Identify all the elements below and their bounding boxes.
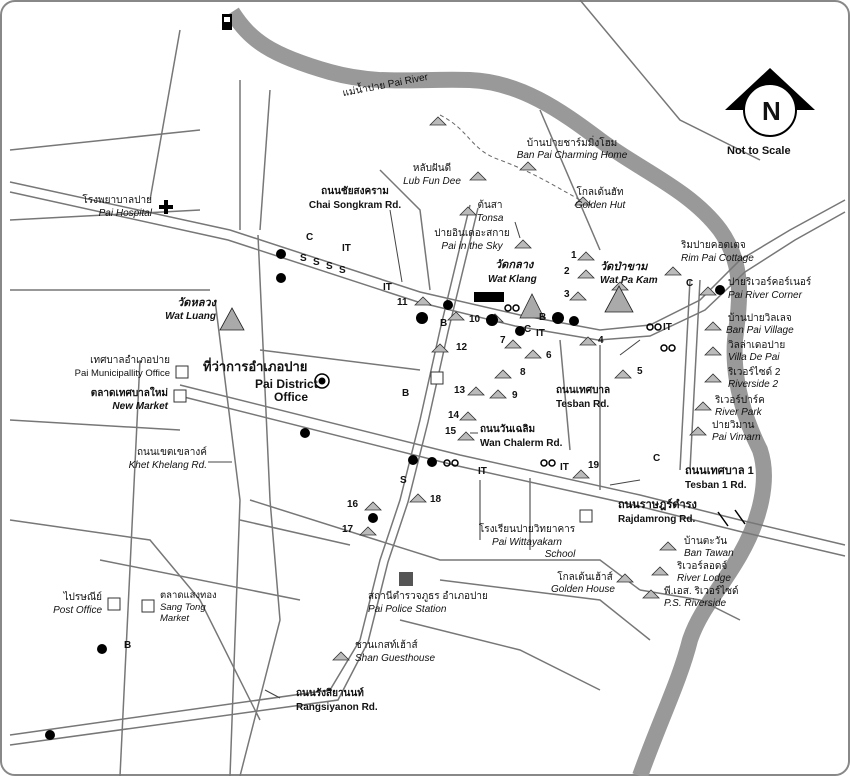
golden-house-en: Golden House	[551, 584, 615, 595]
rim-pai-th: ริมปายคอตเตจ	[681, 240, 746, 251]
place-number: 17	[342, 524, 354, 535]
police-th: สถานีตำรวจภูธร อำเภอปาย	[368, 591, 488, 602]
new-market-th: ตลาดเทศบาลใหม่	[90, 388, 168, 399]
ban-pai-th: บ้านปายวิลเลจ	[728, 313, 792, 324]
ps-riverside-th: พี.เอส. ริเวอร์ไซด์	[664, 586, 739, 597]
marker-b: B	[124, 640, 132, 651]
tonsa-en: Tonsa	[476, 213, 504, 224]
wat-luang-th: วัดหลวง	[177, 297, 216, 309]
river-lodge-en: River Lodge	[677, 573, 731, 584]
district-office-en1: Pai District	[255, 377, 318, 391]
marker-it: IT	[536, 328, 545, 339]
tesban-en: Tesban Rd.	[556, 399, 610, 410]
place-number: 6	[546, 350, 552, 361]
shan-en: Shan Guesthouse	[355, 653, 436, 664]
ban-pai-en: Ban Pai Village	[726, 325, 794, 336]
place-number: 11	[397, 297, 408, 308]
marker-it: IT	[560, 462, 569, 473]
north-letter: N	[762, 96, 781, 126]
marker-it: IT	[478, 466, 487, 477]
rangsiyanon-th: ถนนรังสิยานนท์	[296, 688, 364, 699]
place-number: 8	[520, 367, 526, 378]
school-en1: Pai Wittayakarn	[492, 537, 562, 548]
lubfun-en: Lub Fun Dee	[403, 176, 461, 187]
place-number: 3	[564, 289, 570, 300]
marker-b: B	[440, 318, 448, 329]
hospital-th: โรงพยาบาลปาย	[82, 195, 152, 206]
marker-s: S	[400, 475, 407, 486]
scale-note: Not to Scale	[727, 145, 791, 157]
marker-s: S	[339, 265, 346, 276]
place-number: 4	[598, 335, 604, 346]
bus-icon	[474, 292, 504, 302]
place-number: 16	[347, 499, 359, 510]
school-en2: School	[544, 549, 576, 560]
place-number: 2	[564, 266, 570, 277]
place-number: 14	[448, 410, 460, 421]
marker-c: C	[524, 324, 532, 335]
marker-s: S	[326, 261, 333, 272]
place-number: 1	[571, 250, 577, 261]
sang-tong-th: ตลาดแสงทอง	[160, 590, 217, 601]
rangsiyanon-en: Rangsiyanon Rd.	[296, 702, 378, 713]
rim-pai-en: Rim Pai Cottage	[681, 253, 754, 264]
marker-it: IT	[663, 322, 672, 333]
golden-hut-th: โกลเด้นฮัท	[576, 187, 624, 198]
wat-luang-en: Wat Luang	[165, 311, 216, 322]
chai-songkram-en: Chai Songkram Rd.	[308, 200, 402, 211]
place-number: 18	[430, 494, 442, 505]
golden-house-th: โกลเด้นเฮ้าส์	[557, 572, 613, 583]
school-th: โรงเรียนปายวิทยาคาร	[478, 524, 576, 535]
marker-b: B	[402, 388, 410, 399]
hospital-en: Pai Hospital	[98, 208, 152, 219]
place-number: 13	[454, 385, 466, 396]
ps-riverside-en: P.S. Riverside	[664, 598, 727, 609]
place-number: 7	[500, 335, 506, 346]
ban-tawan-en: Ban Tawan	[684, 548, 734, 559]
river-park-th: ริเวอร์ปาร์ค	[715, 395, 765, 406]
charming-en: Ban Pai Charming Home	[516, 150, 628, 161]
sang-tong-en2: Market	[160, 613, 190, 624]
river-lodge-th: ริเวอร์ลอดจ์	[677, 561, 728, 572]
vimarn-th: ปายวิมาน	[712, 420, 755, 431]
vimarn-en: Pai Vimarn	[712, 432, 761, 443]
district-office-th: ที่ว่าการอำเภอปาย	[203, 359, 308, 374]
khet-khelang-th: ถนนเขตเขลางค์	[136, 447, 207, 458]
marker-c: C	[306, 232, 314, 243]
rajdamrong-th: ถนนราษฎร์ดำรง	[618, 499, 697, 511]
charming-th: บ้านปายชาร์มมิ่งโฮม	[526, 138, 618, 149]
marker-b: B	[539, 312, 547, 323]
wat-pakam-th: วัดป่าขาม	[600, 261, 648, 273]
sky-en: Pai in the Sky	[441, 241, 503, 252]
marker-it: IT	[342, 243, 351, 254]
police-icon	[399, 572, 413, 586]
marker-s: S	[300, 253, 307, 264]
tonsa-th: ต้นสา	[477, 200, 503, 211]
gas-station-icon	[222, 14, 232, 30]
marker-it: IT	[383, 282, 392, 293]
shan-th: ชานเกสท์เฮ้าส์	[355, 640, 418, 651]
place-number: 15	[445, 426, 457, 437]
sang-tong-en1: Sang Tong	[160, 602, 206, 613]
place-number: 12	[456, 342, 468, 353]
wan-chalerm-th: ถนนวันเฉลิม	[480, 424, 536, 435]
place-number: 10	[469, 314, 481, 325]
marker-s: S	[313, 257, 320, 268]
place-number: 19	[588, 460, 600, 471]
wat-klang-th: วัดกลาง	[495, 259, 534, 271]
river-corner-en: Pai River Corner	[728, 290, 802, 301]
marker-c: C	[653, 453, 661, 464]
wat-klang-en: Wat Klang	[488, 274, 537, 285]
rajdamrong-en: Rajdamrong Rd.	[618, 514, 696, 525]
municipality-th: เทศบาลอำเภอปาย	[90, 355, 170, 366]
khet-khelang-en: Khet Khelang Rd.	[128, 460, 207, 471]
wat-pakam-en: Wat Pa Kam	[600, 275, 658, 286]
chai-songkram-th: ถนนชัยสงคราม	[321, 186, 389, 197]
post-office-th: ไปรษณีย์	[63, 592, 102, 603]
riverside2-en: Riverside 2	[728, 379, 779, 390]
villa-th: วิลล่าเดอปาย	[728, 340, 786, 351]
ban-tawan-th: บ้านตะวัน	[684, 536, 728, 547]
river-label: แม่น้ำปาย Pai River	[341, 71, 429, 100]
marker-c: C	[686, 278, 694, 289]
tesban1-th: ถนนเทศบาล 1	[685, 465, 754, 477]
place-number: 9	[512, 390, 518, 401]
villa-en: Villa De Pai	[728, 352, 780, 363]
golden-hut-en: Golden Hut	[574, 200, 626, 211]
municipality-en: Pai Municipallity Office	[74, 368, 170, 379]
river-park-en: River Park	[715, 407, 762, 418]
riverside2-th: ริเวอร์ไซด์ 2	[728, 367, 781, 378]
lubfun-th: หลับฝันดี	[412, 163, 452, 174]
police-en: Pai Police Station	[368, 604, 447, 615]
river-corner-th: ปายริเวอร์คอร์เนอร์	[728, 277, 812, 288]
post-office-en: Post Office	[53, 605, 102, 616]
new-market-en: New Market	[112, 401, 168, 412]
tesban1-en: Tesban 1 Rd.	[685, 480, 747, 491]
district-office-en2: Office	[274, 390, 309, 404]
place-number: 5	[637, 366, 643, 377]
wan-chalerm-en: Wan Chalerm Rd.	[480, 438, 563, 449]
sky-th: ปายอินเดอะสกาย	[434, 228, 510, 239]
tesban-th: ถนนเทศบาล	[556, 385, 611, 396]
